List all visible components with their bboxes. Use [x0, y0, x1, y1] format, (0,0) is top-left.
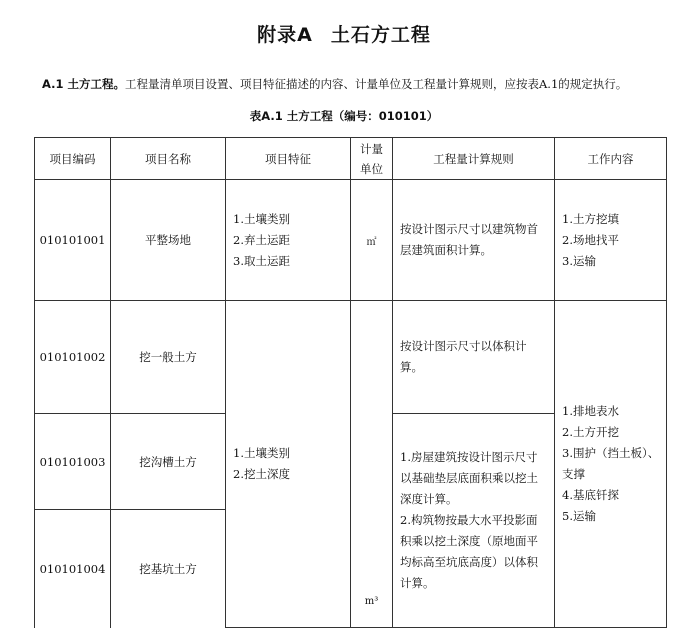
- work-line: 1.排地表水: [562, 404, 619, 418]
- table-caption: 表A.1 土方工程（编号：010101）: [249, 109, 439, 123]
- row-rule: [393, 180, 555, 301]
- header-row: [35, 138, 667, 180]
- row-name: 平整场地: [111, 180, 226, 301]
- row-name: 挖沟槽土方: [111, 414, 226, 510]
- work-line: 支撑: [562, 467, 585, 481]
- rule-line: 均标高至坑底高度）以体积: [400, 555, 538, 569]
- work-line: 2.场地找平: [562, 232, 619, 247]
- header-unit-line2: 单位: [360, 161, 383, 176]
- earthwork-table: [34, 137, 667, 628]
- work-line: 2.土方开挖: [562, 425, 619, 439]
- rule-line: 以基础垫层底面积乘以挖土: [400, 471, 538, 485]
- rule-line: 深度计算。: [400, 492, 458, 506]
- work-line: 3.围护（挡土板）、: [562, 446, 660, 460]
- row-name: 挖基坑土方: [111, 510, 226, 628]
- work-line: 4.基底钎探: [562, 488, 619, 502]
- feature-line: 1.土壤类别: [233, 446, 290, 460]
- header-rule: 工程量计算规则: [393, 138, 555, 180]
- feature-line: 1.土壤类别: [233, 211, 290, 226]
- shared-work: [555, 301, 667, 628]
- appendix-title: [0, 20, 688, 47]
- work-line: 5.运输: [562, 509, 596, 523]
- rule-line: 2.构筑物按最大水平投影面: [400, 513, 538, 527]
- feature-line: 3.取土运距: [233, 253, 290, 268]
- appendix-subject: 土石方工程: [330, 24, 431, 46]
- rule-line: 层建筑面积计算。: [400, 243, 492, 257]
- header-unit-line1: 计量: [360, 141, 383, 156]
- header-code: 项目编码: [35, 138, 111, 180]
- row-work: [555, 180, 667, 301]
- header-unit: [351, 138, 393, 180]
- row-unit: ㎡: [351, 180, 393, 301]
- table-row: [35, 180, 667, 301]
- work-line: 3.运输: [562, 253, 596, 268]
- row-code: 010101002: [35, 301, 111, 414]
- row-code: 010101004: [35, 510, 111, 628]
- appendix-label: 附录A: [257, 24, 313, 46]
- shared-rule: [393, 414, 555, 628]
- row-rule: [393, 301, 555, 414]
- rule-line: 按设计图示尺寸以建筑物首: [400, 222, 538, 236]
- row-code: 010101003: [35, 414, 111, 510]
- intro-body: 工程量清单项目设置、项目特征描述的内容、计量单位及工程量计算规则，应按表A.1的规定执行。: [125, 77, 628, 91]
- rule-line: 算。: [400, 360, 423, 374]
- rule-line: 积乘以挖土深度（原地面平: [400, 534, 538, 548]
- header-name: 项目名称: [111, 138, 226, 180]
- header-work: 工作内容: [555, 138, 667, 180]
- row-code: 010101001: [35, 180, 111, 301]
- work-line: 1.土方挖填: [562, 211, 619, 226]
- shared-features: [226, 301, 351, 628]
- rule-line: 计算。: [400, 576, 435, 590]
- row-name: 挖一般土方: [111, 301, 226, 414]
- header-features: 项目特征: [226, 138, 351, 180]
- row-features: [226, 180, 351, 301]
- feature-line: 2.挖土深度: [233, 467, 290, 481]
- intro-paragraph: [42, 76, 682, 92]
- table-row: [35, 301, 667, 414]
- intro-lead: A.1 土方工程。: [42, 77, 125, 91]
- shared-unit: m³: [351, 301, 393, 628]
- feature-line: 2.弃土运距: [233, 232, 290, 247]
- rule-line: 1.房屋建筑按设计图示尺寸: [400, 450, 538, 464]
- rule-line: 按设计图示尺寸以体积计: [400, 339, 527, 353]
